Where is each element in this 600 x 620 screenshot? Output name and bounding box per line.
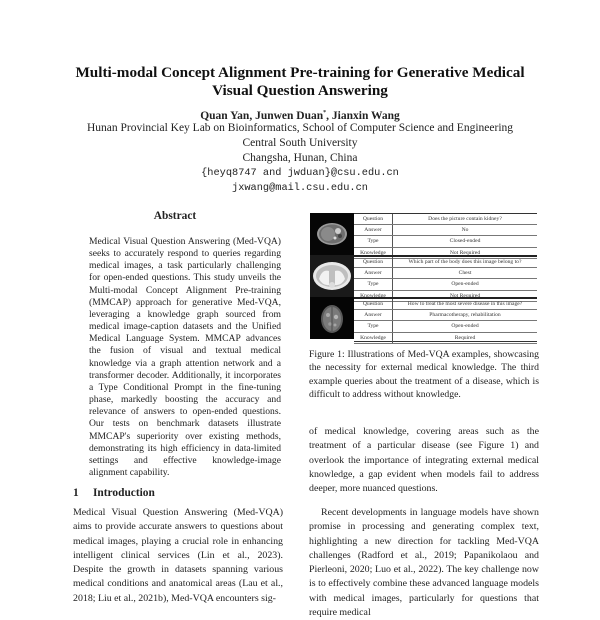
qa-row-knowledge (354, 333, 537, 344)
introduction-paragraph-2: of medical knowledge, covering areas such as the treatment of a particular disease (see Figure 1) and overlook the importance of integrating external medical knowledge, a gap evident when models fail to address deeper, more nuanced questions. (309, 426, 539, 495)
qa-label: Knowledge (354, 291, 393, 301)
qa-row-question (354, 299, 537, 310)
title-line-1: Multi-modal Concept Alignment Pre-training for Generative Medical (75, 64, 525, 81)
paper-title (60, 64, 540, 100)
qa-value: Which part of the body does this image belong to? (408, 259, 522, 265)
qa-value: Pharmacotherapy, rehabilitation (429, 312, 501, 319)
chest-ct-image (310, 255, 354, 297)
email-line-1: {heyq8747 and jwduan}@csu.edu.cn (201, 167, 399, 179)
author-1: Quan Yan, (200, 109, 256, 122)
affiliation-location: Changsha, Hunan, China (242, 152, 358, 164)
qa-value: Closed-ended (449, 238, 481, 245)
introduction-paragraph-3: Recent developments in language models have shown promise in processing and generating complex text, highlighting a new direction for tackling Med-VQA challenges (Radford et al., 2019; Papanikolaou and Pierleoni, 2020; Luo et al., 2022). The key challenge now is to effectively combine these advanced language models with medical images, particularly for questions that require medical (309, 507, 539, 619)
affiliation-university: Central South University (242, 137, 358, 149)
figure-example-1 (310, 213, 537, 255)
figure-1-caption: Figure 1: Illustrations of Med-VQA examples, showcasing the necessity for external medical knowledge. The third example queries about the treatment of a disease, which is difficult to address without knowledge. (309, 349, 539, 400)
qa-table-1 (354, 213, 537, 256)
qa-row-answer (354, 225, 537, 236)
affiliation-lab: Hunan Provincial Key Lab on Bioinformatics, School of Computer Science and Engineering (86, 122, 514, 134)
qa-value: Required (454, 334, 476, 341)
figure-example-3 (310, 297, 537, 339)
qa-value: No (461, 227, 469, 234)
corresponding-author-mark: * (323, 110, 327, 116)
qa-label: Type (354, 321, 393, 331)
introduction-paragraph-1: Medical Visual Question Answering (Med-VQA) aims to provide accurate answers to questions about medical images, playing a crucial role in enhancing intelligent clinical services (Lin et al., 2023). Despite the growth in datasets spanning various medical conditions and anatomical areas (Lau et al., 2018; Liu et al., 2021b), Med-VQA encounters sig- (73, 507, 283, 604)
abstract-text: Medical Visual Question Answering (Med-VQA) seeks to accurately respond to queries regarding medical images, a task particularly challenging for open-ended questions. This study unveils the Multi-modal Concept Alignment Pre-training (MMCAP) approach for generative Med-VQA, leveraging a knowledge graph sourced from medical image-caption datasets and the Unified Medical Language System. MMCAP advances the fusion of visual and textual medical knowledge via a graph attention network and a transformer decoder. Additionally, it incorporates a Type Conditional Prompt in the fine-tuning phase, markedly boosting the accuracy and relevance of answers to open-ended questions. Our tests on benchmark datasets illustrate MMCAP's superiority over existing methods, demonstrating its high efficiency in data-limited settings and effective knowledge-image alignment capability. (89, 236, 281, 478)
email-line-2: jxwang@mail.csu.edu.cn (232, 182, 368, 194)
abdominal-ct-image (310, 213, 354, 255)
qa-value: Open-ended (451, 281, 479, 288)
qa-label: Answer (354, 310, 393, 320)
qa-value: Open-ended (451, 323, 479, 330)
affiliation-block (60, 121, 540, 196)
qa-value: Not Required (449, 292, 481, 299)
qa-row-question (354, 214, 537, 225)
qa-row-answer (354, 310, 537, 321)
qa-table-3 (354, 297, 537, 342)
qa-label: Answer (354, 268, 393, 278)
qa-row-answer (354, 268, 537, 279)
qa-label: Type (354, 236, 393, 246)
qa-value: How to treat the most severe disease in this image? (407, 301, 523, 307)
qa-label: Knowledge (354, 333, 393, 343)
qa-row-type (354, 321, 537, 332)
qa-value: Not Required (449, 249, 481, 256)
section-heading-introduction (73, 487, 155, 499)
qa-value: Chest (458, 270, 472, 277)
qa-row-type (354, 279, 537, 290)
qa-row-type (354, 236, 537, 247)
section-title: Introduction (93, 487, 155, 499)
title-line-2: Visual Question Answering (212, 82, 388, 99)
figure-example-2 (310, 255, 537, 297)
qa-table-2 (354, 255, 537, 299)
section-number: 1 (73, 487, 79, 499)
author-2: Junwen Duan (255, 109, 324, 122)
qa-label: Question (354, 214, 393, 224)
brain-mri-image (310, 297, 354, 339)
abstract-heading: Abstract (153, 210, 197, 222)
figure-1 (310, 213, 537, 340)
qa-label: Type (354, 279, 393, 289)
qa-label: Question (354, 299, 393, 309)
qa-label: Answer (354, 225, 393, 235)
qa-row-question (354, 257, 537, 268)
qa-label: Knowledge (354, 248, 393, 258)
qa-label: Question (354, 257, 393, 267)
qa-value: Does the picture contain kidney? (428, 216, 502, 222)
author-3: , Jianxin Wang (326, 109, 400, 122)
